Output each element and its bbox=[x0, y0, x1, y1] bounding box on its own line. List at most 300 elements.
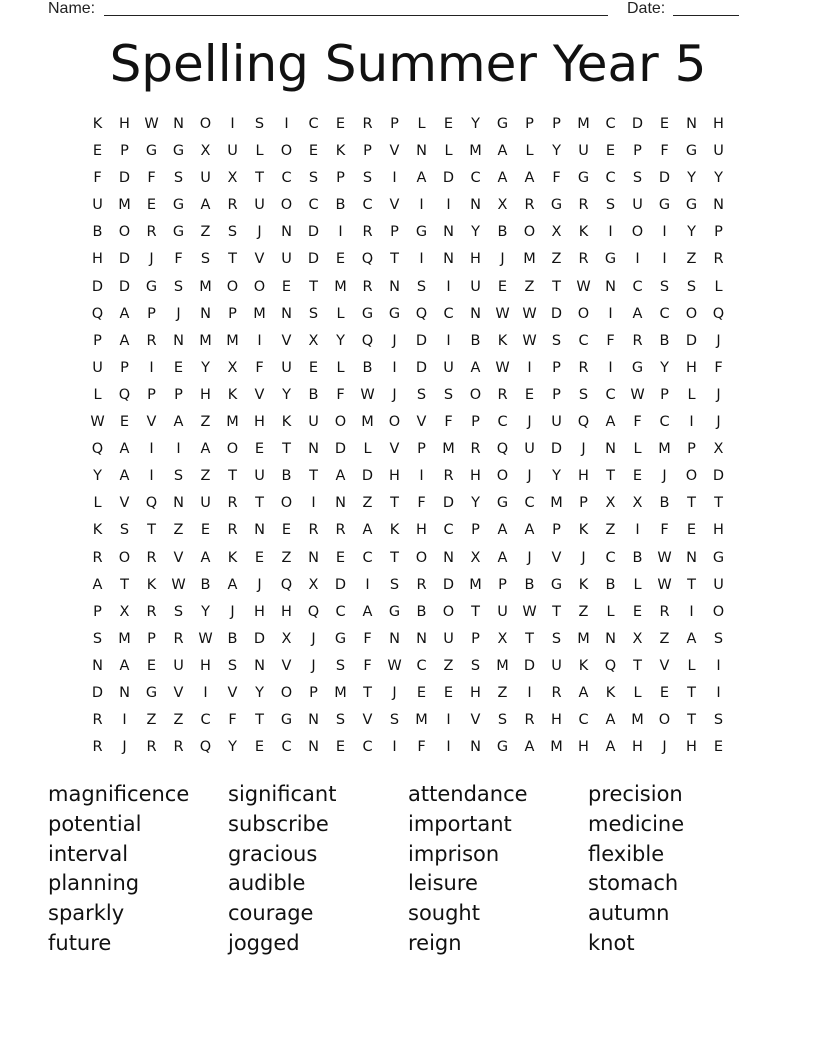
grid-letter: U bbox=[497, 603, 508, 620]
grid-letter: E bbox=[254, 739, 265, 756]
grid-letter: F bbox=[336, 386, 345, 403]
grid-letter: U bbox=[470, 278, 481, 295]
grid-letter: J bbox=[257, 224, 262, 241]
grid-letter: H bbox=[713, 116, 724, 132]
grid-letter: J bbox=[500, 251, 505, 268]
grid-letter: Z bbox=[578, 603, 589, 620]
grid-letter: S bbox=[686, 278, 697, 295]
grid-letter: S bbox=[470, 657, 481, 674]
grid-letter: I bbox=[392, 739, 397, 756]
date-field-line[interactable] bbox=[673, 15, 739, 16]
grid-letter: O bbox=[118, 549, 131, 566]
grid-letter: G bbox=[550, 576, 563, 593]
grid-letter: T bbox=[633, 657, 642, 674]
grid-letter: I bbox=[338, 224, 343, 241]
grid-letter: U bbox=[281, 251, 292, 268]
grid-letter: Z bbox=[200, 414, 211, 431]
grid-letter: D bbox=[91, 278, 104, 295]
word-list-item: sought bbox=[408, 901, 480, 926]
grid-letter: Z bbox=[146, 712, 157, 729]
grid-letter: F bbox=[444, 414, 453, 431]
grid-letter: D bbox=[442, 170, 455, 187]
grid-letter: S bbox=[173, 468, 184, 485]
grid-letter: S bbox=[578, 386, 589, 403]
grid-letter: G bbox=[145, 278, 158, 295]
word-list-item: planning bbox=[48, 871, 140, 896]
grid-letter: Q bbox=[91, 305, 104, 322]
name-field-line[interactable] bbox=[104, 15, 608, 16]
grid-letter: F bbox=[660, 143, 669, 160]
grid-letter: P bbox=[147, 305, 156, 322]
grid-letter: M bbox=[631, 712, 644, 729]
grid-letter: Z bbox=[605, 522, 616, 539]
grid-letter: E bbox=[632, 603, 643, 620]
grid-letter: X bbox=[632, 630, 643, 647]
grid-letter: W bbox=[198, 630, 213, 647]
grid-letter: U bbox=[713, 143, 724, 160]
grid-letter: C bbox=[605, 386, 616, 403]
grid-letter: O bbox=[469, 386, 482, 403]
grid-letter: Y bbox=[228, 739, 237, 756]
grid-letter: W bbox=[144, 116, 159, 132]
grid-letter: Q bbox=[712, 305, 725, 322]
grid-letter: T bbox=[255, 495, 264, 512]
grid-letter: X bbox=[227, 359, 238, 376]
grid-letter: S bbox=[92, 630, 103, 647]
grid-letter: U bbox=[632, 197, 643, 214]
grid-letter: V bbox=[254, 251, 265, 268]
grid-letter: I bbox=[419, 468, 424, 485]
grid-letter: U bbox=[92, 197, 103, 214]
grid-letter: I bbox=[122, 712, 127, 729]
grid-letter: D bbox=[550, 305, 563, 322]
grid-letter: N bbox=[308, 739, 319, 756]
word-list-item: reign bbox=[408, 930, 462, 955]
grid-letter: M bbox=[523, 251, 536, 268]
word-list-item: potential bbox=[48, 811, 142, 836]
grid-letter: E bbox=[173, 359, 184, 376]
grid-letter: U bbox=[200, 170, 211, 187]
grid-letter: C bbox=[362, 739, 373, 756]
grid-letter: E bbox=[713, 739, 724, 756]
grid-letter: B bbox=[524, 576, 535, 593]
grid-letter: L bbox=[336, 305, 345, 322]
grid-letter: C bbox=[443, 522, 454, 539]
grid-letter: I bbox=[446, 332, 451, 349]
grid-letter: A bbox=[524, 522, 535, 539]
grid-letter: R bbox=[362, 278, 373, 295]
grid-letter: K bbox=[578, 576, 589, 593]
grid-letter: C bbox=[308, 116, 319, 132]
grid-letter: A bbox=[119, 305, 130, 322]
grid-letter: I bbox=[446, 739, 451, 756]
grid-letter: I bbox=[608, 359, 613, 376]
grid-letter: V bbox=[146, 414, 157, 431]
word-list-item: jogged bbox=[228, 930, 300, 955]
grid-letter: S bbox=[416, 386, 427, 403]
grid-letter: X bbox=[119, 603, 130, 620]
grid-letter: I bbox=[365, 576, 370, 593]
grid-letter: P bbox=[93, 332, 102, 349]
grid-letter: S bbox=[308, 305, 319, 322]
grid-letter: W bbox=[657, 549, 672, 566]
grid-letter: Y bbox=[282, 386, 291, 403]
grid-letter: D bbox=[631, 116, 644, 132]
grid-letter: B bbox=[659, 495, 670, 512]
grid-letter: N bbox=[443, 549, 454, 566]
grid-letter: L bbox=[93, 495, 102, 512]
grid-letter: F bbox=[660, 522, 669, 539]
grid-letter: D bbox=[307, 224, 320, 241]
grid-letter: D bbox=[685, 332, 698, 349]
grid-letter: R bbox=[92, 549, 103, 566]
grid-letter: U bbox=[254, 197, 265, 214]
grid-letter: Q bbox=[361, 251, 374, 268]
grid-letter: T bbox=[255, 712, 264, 729]
grid-letter: T bbox=[309, 468, 318, 485]
word-list-item: magnificence bbox=[48, 782, 190, 806]
grid-letter: P bbox=[174, 386, 183, 403]
grid-letter: P bbox=[417, 441, 426, 458]
grid-letter: X bbox=[497, 630, 508, 647]
grid-letter: M bbox=[199, 332, 212, 349]
grid-letter: S bbox=[551, 332, 562, 349]
grid-letter: H bbox=[578, 468, 589, 485]
page-title: Spelling Summer Year 5 bbox=[109, 35, 707, 93]
grid-letter: L bbox=[525, 143, 534, 160]
grid-letter: G bbox=[685, 143, 698, 160]
grid-letter: H bbox=[416, 522, 427, 539]
grid-letter: A bbox=[416, 170, 427, 187]
grid-letter: R bbox=[335, 522, 346, 539]
grid-letter: A bbox=[362, 603, 373, 620]
grid-letter: G bbox=[415, 224, 428, 241]
grid-letter: J bbox=[392, 684, 397, 701]
word-column-3 bbox=[408, 780, 588, 959]
grid-letter: T bbox=[147, 522, 156, 539]
grid-letter: M bbox=[415, 712, 428, 729]
grid-letter: G bbox=[658, 197, 671, 214]
grid-letter: N bbox=[281, 305, 292, 322]
grid-letter: W bbox=[387, 657, 402, 674]
grid-letter: D bbox=[415, 359, 428, 376]
grid-letter: K bbox=[281, 414, 292, 431]
grid-letter: E bbox=[308, 359, 319, 376]
grid-letter: H bbox=[713, 522, 724, 539]
grid-letter: Z bbox=[200, 224, 211, 241]
grid-letter: R bbox=[659, 603, 670, 620]
grid-letter: U bbox=[227, 143, 238, 160]
grid-letter: Q bbox=[415, 305, 428, 322]
grid-letter: X bbox=[632, 495, 643, 512]
grid-letter: W bbox=[360, 386, 375, 403]
grid-letter: R bbox=[173, 739, 184, 756]
grid-letter: C bbox=[335, 603, 346, 620]
grid-letter: W bbox=[630, 386, 645, 403]
grid-letter: I bbox=[662, 224, 667, 241]
grid-letter: G bbox=[388, 603, 401, 620]
grid-letter: K bbox=[605, 684, 616, 701]
grid-letter: F bbox=[147, 170, 156, 187]
grid-letter: I bbox=[662, 251, 667, 268]
grid-letter: P bbox=[120, 143, 129, 160]
grid-letter: A bbox=[200, 441, 211, 458]
grid-letter: I bbox=[419, 251, 424, 268]
grid-letter: R bbox=[362, 116, 373, 132]
word-list-item: imprison bbox=[408, 841, 500, 866]
grid-letter: A bbox=[632, 305, 643, 322]
grid-letter: I bbox=[446, 712, 451, 729]
grid-letter: O bbox=[442, 603, 455, 620]
grid-letter: N bbox=[254, 657, 265, 674]
grid-letter: F bbox=[633, 414, 642, 431]
grid-letter: R bbox=[443, 468, 454, 485]
grid-letter: I bbox=[284, 116, 289, 132]
grid-letter: X bbox=[200, 143, 211, 160]
grid-letter: G bbox=[172, 224, 185, 241]
grid-letter: P bbox=[687, 441, 696, 458]
grid-letter: Q bbox=[118, 386, 131, 403]
grid-letter: E bbox=[605, 143, 616, 160]
grid-letter: D bbox=[361, 468, 374, 485]
grid-letter: X bbox=[281, 630, 292, 647]
word-list-item: attendance bbox=[408, 782, 528, 806]
grid-letter: X bbox=[308, 576, 319, 593]
grid-letter: G bbox=[577, 170, 590, 187]
grid-letter: J bbox=[149, 251, 154, 268]
grid-letter: L bbox=[714, 278, 723, 295]
grid-letter: T bbox=[687, 576, 696, 593]
grid-letter: Q bbox=[604, 657, 617, 674]
grid-letter: J bbox=[527, 549, 532, 566]
grid-letter: N bbox=[308, 712, 319, 729]
grid-letter: H bbox=[389, 468, 400, 485]
grid-letter: J bbox=[716, 332, 721, 349]
date-label: Date: bbox=[627, 0, 666, 17]
grid-letter: G bbox=[388, 305, 401, 322]
grid-letter: P bbox=[390, 116, 399, 132]
grid-letter: O bbox=[712, 603, 725, 620]
grid-letter: I bbox=[716, 684, 721, 701]
grid-letter: M bbox=[361, 414, 374, 431]
grid-letter: U bbox=[173, 657, 184, 674]
grid-letter: B bbox=[227, 630, 238, 647]
grid-letter: E bbox=[200, 522, 211, 539]
grid-letter: Z bbox=[173, 712, 184, 729]
grid-letter: S bbox=[254, 116, 265, 132]
grid-letter: U bbox=[578, 143, 589, 160]
grid-letter: F bbox=[255, 359, 264, 376]
grid-letter: A bbox=[605, 414, 616, 431]
grid-letter: D bbox=[253, 630, 266, 647]
grid-letter: A bbox=[119, 468, 130, 485]
grid-letter: M bbox=[469, 576, 482, 593]
grid-letter: H bbox=[470, 468, 481, 485]
grid-letter: D bbox=[442, 495, 455, 512]
grid-letter: S bbox=[713, 712, 724, 729]
grid-letter: E bbox=[254, 549, 265, 566]
grid-letter: A bbox=[119, 441, 130, 458]
grid-letter: E bbox=[308, 143, 319, 160]
word-column-1 bbox=[48, 780, 228, 959]
grid-letter: S bbox=[200, 251, 211, 268]
grid-letter: Q bbox=[280, 576, 293, 593]
grid-letter: G bbox=[604, 251, 617, 268]
grid-letter: S bbox=[389, 712, 400, 729]
grid-letter: Y bbox=[687, 224, 696, 241]
grid-letter: B bbox=[308, 386, 319, 403]
grid-letter: N bbox=[173, 332, 184, 349]
grid-letter: N bbox=[416, 630, 427, 647]
grid-letter: B bbox=[497, 224, 508, 241]
grid-letter: E bbox=[659, 684, 670, 701]
grid-letter: R bbox=[578, 197, 589, 214]
grid-letter: S bbox=[173, 278, 184, 295]
grid-letter: P bbox=[579, 495, 588, 512]
grid-letter: C bbox=[470, 170, 481, 187]
grid-letter: L bbox=[633, 576, 642, 593]
grid-letter: I bbox=[149, 441, 154, 458]
grid-letter: R bbox=[146, 739, 157, 756]
grid-letter: D bbox=[523, 657, 536, 674]
grid-letter: M bbox=[334, 684, 347, 701]
grid-letter: D bbox=[442, 576, 455, 593]
grid-letter: L bbox=[336, 359, 345, 376]
grid-letter: O bbox=[658, 712, 671, 729]
word-list-item: flexible bbox=[588, 841, 665, 866]
grid-letter: M bbox=[469, 143, 482, 160]
grid-letter: I bbox=[149, 468, 154, 485]
grid-letter: T bbox=[228, 251, 237, 268]
grid-letter: X bbox=[605, 495, 616, 512]
grid-letter: U bbox=[92, 359, 103, 376]
grid-letter: V bbox=[119, 495, 130, 512]
grid-letter: F bbox=[606, 332, 615, 349]
grid-letter: U bbox=[281, 359, 292, 376]
grid-letter: H bbox=[578, 739, 589, 756]
grid-letter: Z bbox=[362, 495, 373, 512]
grid-letter: S bbox=[362, 170, 373, 187]
grid-letter: A bbox=[200, 197, 211, 214]
grid-letter: Y bbox=[714, 170, 723, 187]
grid-letter: K bbox=[578, 522, 589, 539]
word-list-item: precision bbox=[588, 782, 683, 806]
grid-letter: J bbox=[716, 386, 721, 403]
grid-letter: A bbox=[524, 170, 535, 187]
grid-letter: J bbox=[392, 332, 397, 349]
grid-letter: L bbox=[444, 143, 453, 160]
grid-letter: O bbox=[280, 143, 293, 160]
grid-letter: M bbox=[253, 305, 266, 322]
grid-letter: Z bbox=[497, 684, 508, 701]
grid-letter: S bbox=[713, 630, 724, 647]
grid-letter: M bbox=[118, 630, 131, 647]
word-list-item: autumn bbox=[588, 901, 670, 926]
grid-letter: V bbox=[470, 712, 481, 729]
grid-letter: H bbox=[200, 386, 211, 403]
grid-letter: X bbox=[713, 441, 724, 458]
grid-letter: I bbox=[608, 305, 613, 322]
grid-letter: G bbox=[145, 143, 158, 160]
grid-letter: X bbox=[227, 170, 238, 187]
grid-letter: S bbox=[389, 576, 400, 593]
grid-letter: P bbox=[471, 414, 480, 431]
grid-letter: R bbox=[146, 549, 157, 566]
grid-letter: Q bbox=[145, 495, 158, 512]
grid-letter: T bbox=[552, 603, 561, 620]
grid-letter: K bbox=[92, 522, 103, 539]
grid-letter: N bbox=[470, 197, 481, 214]
word-list-item: leisure bbox=[408, 871, 478, 896]
grid-letter: I bbox=[527, 684, 532, 701]
grid-letter: C bbox=[281, 739, 292, 756]
grid-letter: R bbox=[470, 441, 481, 458]
grid-letter: D bbox=[91, 684, 104, 701]
grid-letter: A bbox=[605, 739, 616, 756]
grid-letter: O bbox=[334, 414, 347, 431]
grid-letter: Q bbox=[361, 332, 374, 349]
grid-letter: N bbox=[443, 224, 454, 241]
grid-letter: A bbox=[173, 414, 184, 431]
grid-letter: Y bbox=[552, 468, 561, 485]
grid-letter: A bbox=[92, 576, 103, 593]
grid-letter: T bbox=[606, 468, 615, 485]
grid-letter: S bbox=[551, 630, 562, 647]
grid-letter: E bbox=[254, 441, 265, 458]
grid-letter: A bbox=[497, 143, 508, 160]
grid-letter: P bbox=[147, 386, 156, 403]
grid-letter: A bbox=[119, 332, 130, 349]
grid-letter: P bbox=[471, 630, 480, 647]
grid-letter: V bbox=[281, 657, 292, 674]
grid-letter: N bbox=[416, 143, 427, 160]
grid-letter: I bbox=[446, 278, 451, 295]
grid-letter: V bbox=[362, 712, 373, 729]
grid-letter: L bbox=[417, 116, 426, 132]
name-label: Name: bbox=[48, 0, 96, 17]
grid-letter: K bbox=[578, 657, 589, 674]
grid-letter: D bbox=[415, 332, 428, 349]
grid-letter: K bbox=[227, 549, 238, 566]
grid-letter: W bbox=[657, 576, 672, 593]
grid-letter: W bbox=[522, 603, 537, 620]
grid-letter: F bbox=[714, 359, 723, 376]
grid-letter: M bbox=[577, 630, 590, 647]
grid-letter: E bbox=[443, 116, 454, 132]
grid-letter: J bbox=[176, 305, 181, 322]
grid-letter: K bbox=[335, 143, 346, 160]
grid-letter: A bbox=[227, 576, 238, 593]
word-column-2 bbox=[228, 780, 408, 959]
grid-letter: J bbox=[716, 414, 721, 431]
grid-letter: Y bbox=[687, 170, 696, 187]
grid-letter: W bbox=[495, 305, 510, 322]
grid-letter: A bbox=[335, 468, 346, 485]
grid-letter: Y bbox=[471, 116, 480, 132]
grid-letter: K bbox=[92, 116, 103, 132]
grid-letter: N bbox=[470, 305, 481, 322]
grid-letter: R bbox=[524, 197, 535, 214]
grid-letter: H bbox=[686, 739, 697, 756]
grid-letter: I bbox=[176, 441, 181, 458]
grid-letter: T bbox=[255, 170, 264, 187]
grid-letter: S bbox=[605, 197, 616, 214]
grid-letter: A bbox=[605, 712, 616, 729]
grid-letter: L bbox=[633, 441, 642, 458]
grid-letter: C bbox=[632, 278, 643, 295]
grid-letter: U bbox=[443, 359, 454, 376]
grid-letter: C bbox=[578, 712, 589, 729]
